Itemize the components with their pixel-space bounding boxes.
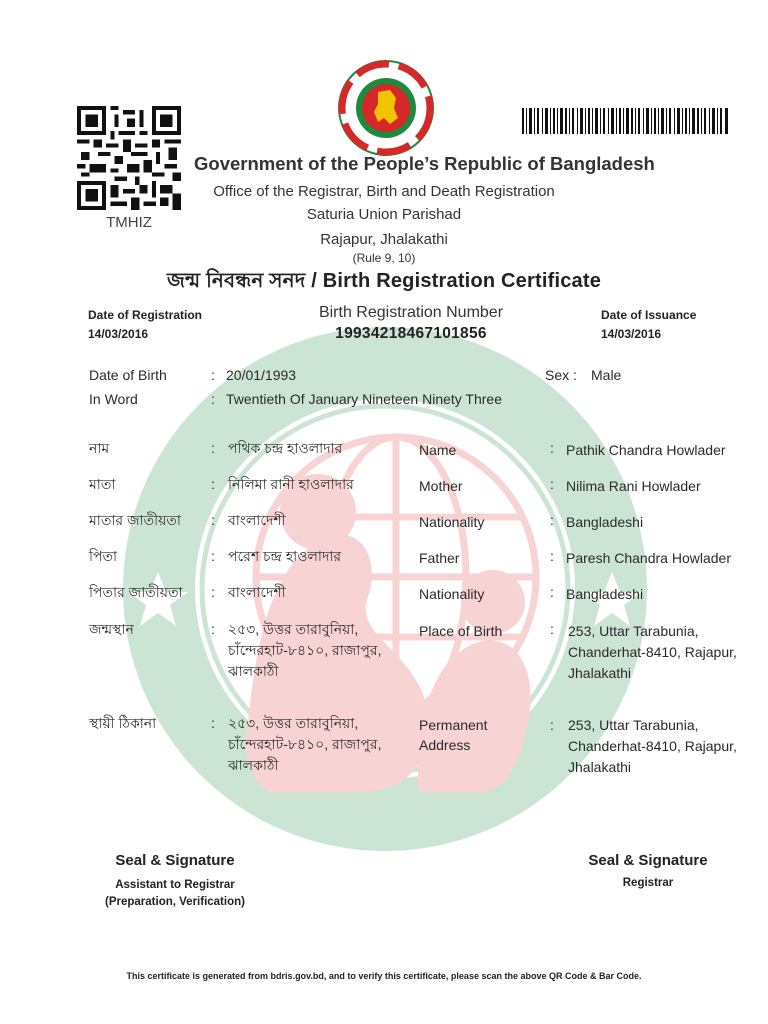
in-word-label: In Word xyxy=(89,391,138,407)
bn-value-father: পরেশ চন্দ্র হাওলাদার xyxy=(228,548,342,564)
address-line: ২৫৩, উত্তর তারাবুনিয়া, xyxy=(228,621,359,637)
en-label-name: Name xyxy=(419,442,457,458)
address-line: ঝালকাঠী xyxy=(228,757,279,773)
en-label-father: Father xyxy=(419,550,460,566)
government-emblem-icon xyxy=(338,60,434,156)
registration-date-label: Date of Registration xyxy=(88,308,203,322)
bn-value-name: পথিক চন্দ্র হাওলাদার xyxy=(228,440,343,456)
en-value-place-of-birth xyxy=(568,621,737,684)
issuance-date-value: 14/03/2016 xyxy=(601,327,662,341)
bn-colon: : xyxy=(211,476,215,492)
union-name: Saturia Union Parishad xyxy=(306,206,462,223)
sex-label: Sex : xyxy=(545,367,577,383)
assistant-registrar-duty: (Preparation, Verification) xyxy=(105,896,245,908)
address-line: ঝালকাঠী xyxy=(228,663,279,679)
in-word-colon: : xyxy=(211,391,215,407)
qr-caption: TMHIZ xyxy=(106,214,152,231)
assistant-registrar-role: Assistant to Registrar xyxy=(115,879,235,891)
bn-colon: : xyxy=(211,548,215,564)
bn-label-place-of-birth: জন্মস্থান xyxy=(89,621,134,637)
rule-reference: (Rule 9, 10) xyxy=(352,251,416,265)
bn-colon: : xyxy=(211,440,215,456)
bn-label-permanent-address: স্থায়ী ঠিকানা xyxy=(89,715,157,731)
seal-signature-title: Seal & Signature xyxy=(115,852,235,869)
government-title: Government of the People’s Republic of Bangladesh xyxy=(194,153,655,174)
address-line: Chanderhat-8410, Rajapur, xyxy=(568,644,737,660)
en-colon: : xyxy=(550,548,554,564)
bn-colon: : xyxy=(211,584,215,600)
registrar-role: Registrar xyxy=(622,877,674,889)
bn-label-name: নাম xyxy=(89,440,110,456)
bn-label-mother-nationality: মাতার জাতীয়তা xyxy=(89,512,181,528)
bn-value-mother: নিলিমা রানী হাওলাদার xyxy=(228,476,354,492)
en-label-mother: Mother xyxy=(419,478,463,494)
label-line: Address xyxy=(419,737,471,753)
bn-label-father: পিতা xyxy=(89,548,118,564)
en-value-father-nationality: Bangladeshi xyxy=(566,586,644,602)
address-line: Jhalakathi xyxy=(568,665,632,681)
label-line: Permanent xyxy=(419,717,488,733)
en-label-permanent-address xyxy=(419,715,487,755)
seal-signature-title: Seal & Signature xyxy=(588,852,708,869)
dob-value: 20/01/1993 xyxy=(226,367,297,383)
bn-label-mother: মাতা xyxy=(89,476,116,492)
en-colon: : xyxy=(550,440,554,456)
brn-value: 19934218467101856 xyxy=(335,325,487,342)
bn-label-father-nationality: পিতার জাতীয়তা xyxy=(89,584,183,600)
in-word-value: Twentieth Of January Nineteen Ninety Three xyxy=(226,391,503,407)
brn-label: Birth Registration Number xyxy=(318,304,504,321)
dob-label: Date of Birth xyxy=(89,367,167,383)
en-value-father: Paresh Chandra Howlader xyxy=(566,550,731,566)
address-line: ২৫৩, উত্তর তারাবুনিয়া, xyxy=(228,715,359,731)
address-line: Chanderhat-8410, Rajapur, xyxy=(568,738,737,754)
address-line: 253, Uttar Tarabunia, xyxy=(568,623,699,639)
assistant-registrar-signature xyxy=(60,852,290,911)
en-colon: : xyxy=(550,512,554,528)
issuance-date-label: Date of Issuance xyxy=(601,308,697,322)
office-name: Office of the Registrar, Birth and Death Registration xyxy=(213,183,555,200)
en-label-place-of-birth: Place of Birth xyxy=(419,623,503,639)
address-line: চাঁন্দেরহাট-৮৪১০, রাজাপুর, xyxy=(228,642,382,658)
en-value-mother: Nilima Rani Howlader xyxy=(566,478,701,494)
office-location: Rajapur, Jhalakathi xyxy=(320,231,448,248)
dob-colon: : xyxy=(211,367,215,383)
en-value-mother-nationality: Bangladeshi xyxy=(566,514,644,530)
en-label-mother-nationality: Nationality xyxy=(419,514,485,530)
address-line: চাঁন্দেরহাট-৮৪১০, রাজাপুর, xyxy=(228,736,382,752)
sex-value: Male xyxy=(591,367,622,383)
bn-value-father-nationality: বাংলাদেশী xyxy=(228,584,286,600)
en-colon: : xyxy=(550,584,554,600)
en-colon: : xyxy=(550,476,554,492)
address-line: Jhalakathi xyxy=(568,759,632,775)
en-colon: : xyxy=(550,717,554,733)
bn-value-place-of-birth xyxy=(228,619,381,682)
en-value-permanent-address xyxy=(568,715,737,778)
en-colon: : xyxy=(550,621,554,637)
bn-colon: : xyxy=(211,715,215,731)
bn-colon: : xyxy=(211,512,215,528)
address-line: 253, Uttar Tarabunia, xyxy=(568,717,699,733)
en-label-father-nationality: Nationality xyxy=(419,586,485,602)
barcode-icon xyxy=(522,108,728,134)
bn-colon: : xyxy=(211,621,215,637)
verification-footer: This certificate is generated from bdris.gov.bd, and to verify this certificate, please scan the above QR Code & Bar Code. xyxy=(126,971,642,981)
bn-value-permanent-address xyxy=(228,713,381,776)
en-value-name: Pathik Chandra Howlader xyxy=(566,442,726,458)
registration-date-value: 14/03/2016 xyxy=(88,327,149,341)
certificate-title: জন্ম নিবন্ধন সনদ / Birth Registration Certificate xyxy=(166,270,602,292)
registrar-signature xyxy=(538,852,758,892)
bn-value-mother-nationality: বাংলাদেশী xyxy=(228,512,286,528)
